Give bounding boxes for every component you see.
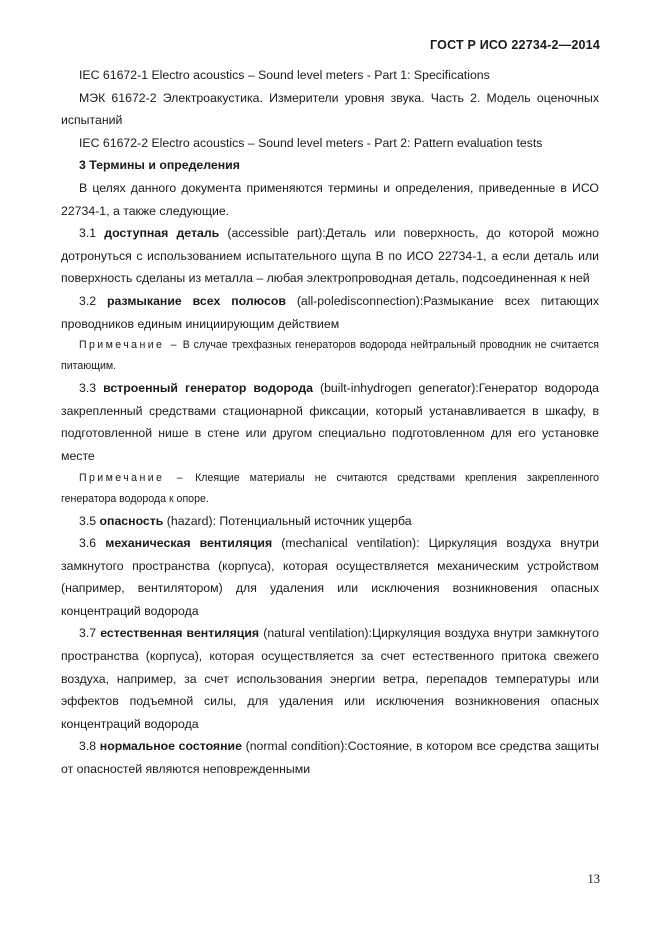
term-english: (built-inhydrogen generator):	[319, 381, 479, 396]
term-number: 3.8	[79, 739, 97, 754]
term-english: (mechanical ventilation):	[281, 536, 420, 551]
term-number: 3.5	[79, 513, 97, 528]
term-name: естественная вентиляция	[100, 626, 260, 641]
term-number: 3.1	[79, 226, 97, 241]
term-english: (normal condition):	[245, 739, 348, 754]
note	[61, 335, 599, 377]
reference-item: IEC 61672-2 Electro acoustics – Sound level meters - Part 2: Pattern evaluation tests	[79, 135, 543, 150]
note-label: Примечание –	[79, 339, 179, 352]
term-name: опасность	[99, 513, 164, 528]
term-text: Состояние, в котором все средства защиты от опасностей являются неповрежденными	[61, 739, 599, 777]
note-label: Примечание –	[79, 471, 186, 484]
term-number: 3.6	[79, 536, 97, 551]
term-name: нормальное состояние	[99, 739, 242, 754]
term-text: Деталь или поверхность, до которой можно дотронуться с использованием испытательного щупа В по ИСО 22734-1, а если деталь или поверхность сделаны из металла – любая электропроводная деталь, подсоединенная к ней	[61, 226, 599, 286]
term-definition	[61, 622, 599, 735]
term-definition	[61, 222, 599, 290]
section-intro: В целях данного документа применяются термины и определения, приведенные в ИСО 22734-1, а также следующие.	[61, 180, 599, 218]
term-english: (all-poledisconnection):	[296, 293, 424, 308]
term-number: 3.2	[79, 293, 97, 308]
term-definition	[61, 735, 599, 780]
term-definition	[61, 377, 599, 467]
reference-item: IEC 61672-1 Electro acoustics – Sound level meters - Part 1: Specifications	[79, 68, 490, 82]
term-english: (accessible part):	[227, 226, 326, 241]
term-name: размыкание всех полюсов	[107, 293, 286, 308]
note-text: Клеящие материалы не считаются средствами крепления закрепленного генератора водорода к опоре.	[61, 471, 599, 505]
reference-item: МЭК 61672-2 Электроакустика. Измерители уровня звука. Часть 2. Модель оценочных испытаний	[61, 90, 599, 128]
note-text: В случае трехфазных генераторов водорода нейтральный проводник не считается питающим.	[61, 339, 599, 373]
term-text: Потенциальный источник ущерба	[216, 513, 412, 528]
term-text: Циркуляция воздуха внутри замкнутого пространства (корпуса), которая осуществляется механическим устройством (например, вентилятором) для удаления или исключения возникновения опасных концентраций водорода	[61, 536, 599, 618]
term-definition	[61, 510, 599, 533]
standard-code-header: ГОСТ Р ИСО 22734-2—2014	[430, 38, 600, 52]
note	[61, 468, 599, 510]
term-number: 3.3	[79, 381, 97, 396]
term-definition	[61, 290, 599, 335]
term-english: (hazard):	[166, 513, 216, 528]
term-number: 3.7	[79, 626, 97, 641]
term-name: доступная деталь	[104, 226, 220, 241]
term-text: Размыкание всех питающих проводников единым инициирующим действием	[61, 293, 599, 331]
section-title: 3 Термины и определения	[79, 158, 240, 173]
term-text: Циркуляция воздуха внутри замкнутого пространства (корпуса), которая осуществляется за счет естественного притока свежего воздуха, например, за счет использования энергии ветра, перепадов температуры или эффектов подъемной силы, для удаления или исключения возникновения опасных концентраций водорода	[61, 626, 600, 731]
document-body	[61, 64, 599, 781]
page-number: 13	[587, 872, 600, 886]
term-name: механическая вентиляция	[105, 536, 273, 551]
term-english: (natural ventilation):	[263, 626, 372, 641]
term-definition	[61, 532, 599, 622]
term-name: встроенный генератор водорода	[103, 381, 313, 396]
term-text: Генератор водорода закрепленный средствами стационарной фиксации, который устанавливается в шкафу, в подготовленной нише в стене или другом специально подготовленном для его установке месте	[61, 381, 599, 463]
